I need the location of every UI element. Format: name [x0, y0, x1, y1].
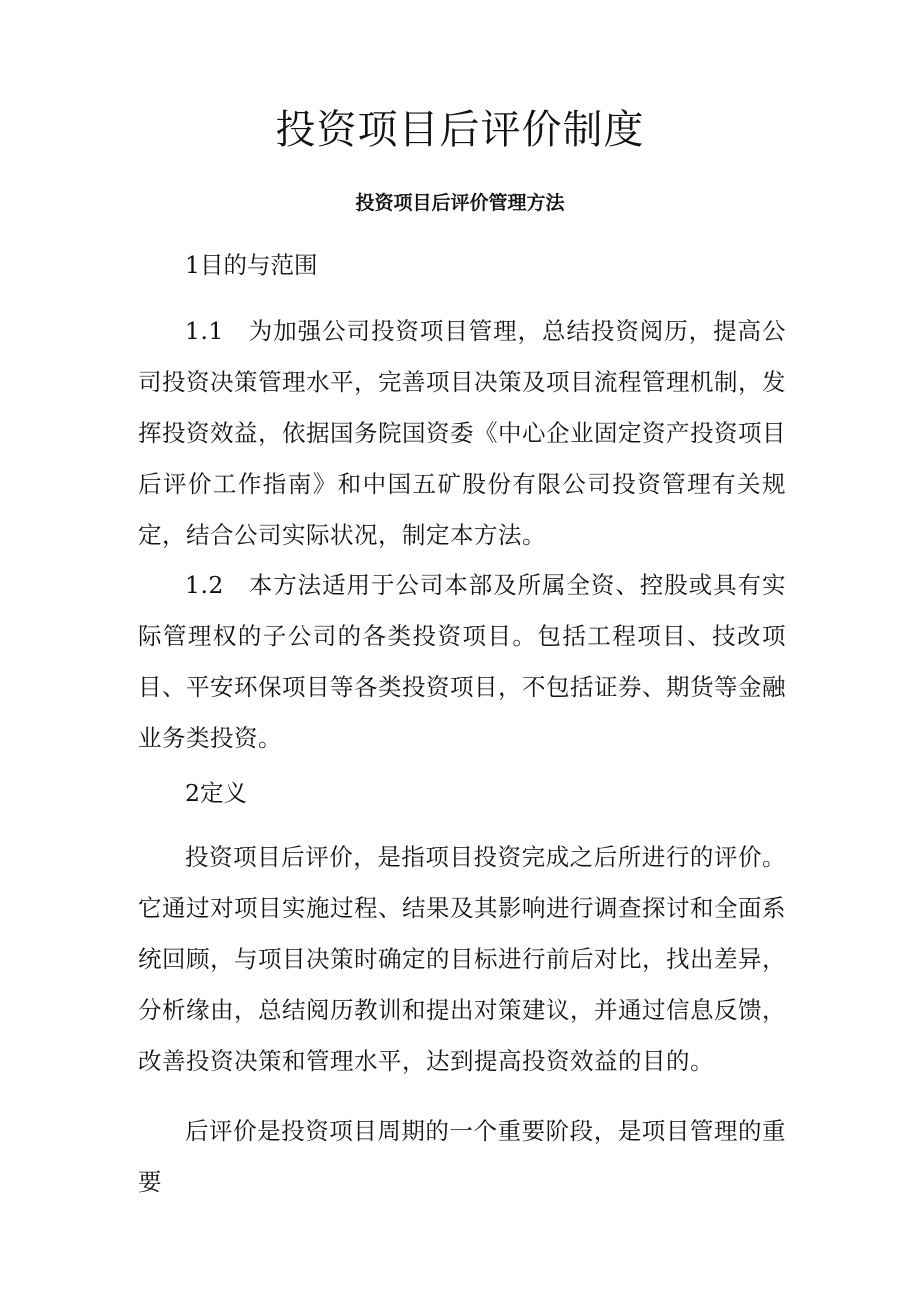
document-subtitle: 投资项目后评价管理方法 — [355, 192, 565, 214]
section-heading-definition: 2定义 — [185, 779, 247, 807]
paragraph-definition: 投资项目后评价，是指项目投资完成之后所进行的评价。它通过对项目实施过程、结果及其影响进行调查探讨和全面系统回顾，与项目决策时确定的目标进行前后对比，找出差异，分析缘由，总结阅历教训和提出对策建议，并通过信息反馈，改善投资决策和管理水平，达到提高投资效益的目的。 — [138, 843, 786, 1075]
paragraph-post-evaluation: 后评价是投资项目周期的一个重要阶段，是项目管理的重要 — [138, 1117, 786, 1196]
document-title: 投资项目后评价制度 — [275, 107, 645, 153]
section-heading-purpose-scope: 1目的与范围 — [185, 251, 318, 279]
paragraph-1-1: 1.1 为加强公司投资项目管理，总结投资阅历，提高公司投资决策管理水平，完善项目决策及项目流程管理机制，发挥投资效益，依据国务院国资委《中心企业固定资产投资项目后评价工作指南》和中国五矿股份有限公司投资管理有关规定，结合公司实际状况，制定本方法。 — [138, 317, 786, 549]
paragraph-1-2: 1.2 本方法适用于公司本部及所属全资、控股或具有实际管理权的子公司的各类投资项目。包括工程项目、技改项目、平安环保项目等各类投资项目，不包括证券、期货等金融业务类投资。 — [138, 571, 786, 752]
